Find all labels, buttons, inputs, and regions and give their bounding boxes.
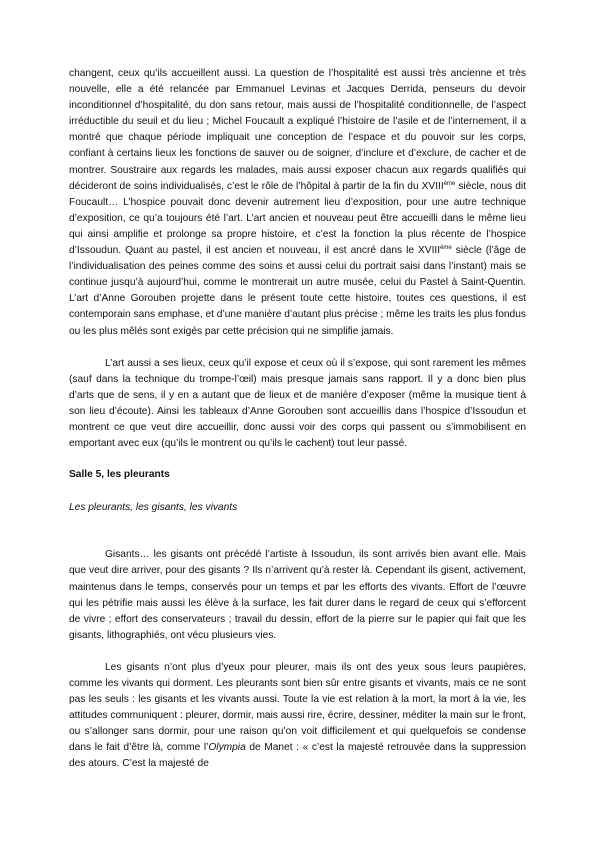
section-subheading: Les pleurants, les gisants, les vivants (69, 502, 238, 514)
paragraph-spacer (69, 340, 526, 356)
paragraph-hospitality-part-3: siècle (l’âge de l’individualisation des peines comme des soins et aussi celui du portrait saisi dans l’instant) mais se continue jusqu’à aujourd’hui, comme le montrerait un autre musée, celui du Pastel à Saint-Quentin. L’art d’Anne Gorouben projette dans le présent toute cette histoire, toutes ces questions, il est contemporain sans emphase, et d’une manière d’autant plus précise ; même les traits les plus fondus ou les plus mêlés sont exigés par cette précision qui ne simplifie jamais. (69, 245, 526, 337)
section-heading: Salle 5, les pleurants (69, 469, 170, 481)
artwork-title-olympia: Olympia (208, 742, 246, 754)
paragraph-gisants: Gisants… les gisants ont précédé l’artiste à Issoudun, ils sont arrivés bien avant elle. Mais que veut dire arriver, pour des gisants ? Ils n’arrivent qu’à rester là. Cependant ils gisent, activement, maintenus dans le temps, conservés pour un temps et par les efforts des vivants. Effort de l’œuvre qui les pétrifie mais aussi les élève à la surface, les fait durer dans le regard de ceux qui s’efforcent de vivre ; effort des conservateurs ; travail du dessin, effort de la pierre sur le papier qui fait que les gisants, lithographiés, ont vécu plusieurs vies. (69, 549, 526, 641)
paragraph-hospitality-part-1: changent, ceux qu’ils accueillent aussi. La question de l’hospitalité est aussi très ancienne et très nouvelle, elle a été relancée par Emmanuel Levinas et Jacques Derrida, penseurs du devoir inconditionnel d’hospitalité, du don sans retour, mais aussi de l’hospitalité conditionnelle, de l’aspect irréductible du seuil et du lieu ; Michel Foucault a expliqué l’histoire de l’asile et de l’internement, il a montré que chaque période impliquait une conception de l’espace et du pouvoir sur les corps, confiant à certains lieux les fonctions de sauver ou de soigner, d’inclure et d’exclure, de cacher et de montrer. Soustraire aux regards les malades, mais aussi exposer chacun aux regards qualifiés qui décideront de soins individualisés, c’est le rôle de l’hôpital à partir de la fin du XVIII (69, 68, 526, 192)
paragraph-spacer (69, 516, 526, 547)
text-column (69, 66, 526, 773)
paragraph-spacer (69, 452, 526, 467)
superscript-eme: ème (440, 245, 452, 252)
paragraph-art-places: L’art aussi a ses lieux, ceux qu’il expose et ceux où il s’expose, qui sont rarement les mêmes (sauf dans la technique du trompe-l’œil) mais presque jamais sans rapport. Il y a donc bien plus d’arts que de sens, il y en a autant que de lieux et de manière d’exposer (même la musique tient à son lieu d’écoute). Ainsi les tableaux d’Anne Gorouben sont accueillis dans l’hospice d’Issoudun et montrent ce que veut dire accueillir, donc aussi voir des corps qui passent ou s’immobilisent en emportant avec eux (qu’ils le montrent ou qu’ils le cachent) tout leur passé. (69, 357, 526, 450)
paragraph-pleurants-part-2: de Manet : « c’est la majesté retrouvée dans la suppression des atours. C’est la majesté de (69, 742, 526, 770)
paragraph-hospitality-part-2: siècle, nous dit Foucault… L’hospice pouvait donc devenir autrement lieu d’exposition, pour une autre technique d’exposition, ce qu’a toujours été l’art. L’art ancien et nouveau peut être accueilli dans le même lieu qui ainsi amplifie et prolonge sa propre histoire, et c’est la fonction la plus récente de l’hospice d’Issoudun. Quant au pastel, il est ancien et nouveau, il est ancré dans le XVIII (69, 180, 527, 257)
paragraph-spacer (69, 483, 526, 500)
superscript-eme: ème (443, 180, 456, 187)
paragraph-hospitality (69, 66, 526, 340)
paragraph-pleurants-part-1: Les gisants n’ont plus d’yeux pour pleurer, mais ils ont des yeux sous leurs paupières, comme les vivants qui dorment. Les pleurants sont bien sûr entre gisants et vivants, mais ce ne sont pas les seuls : les gisants et les vivants aussi. Toute la vie est relation à la mort, la mort à la vie, les attitudes communiquent : pleurer, dormir, mais aussi rire, écrire, dessiner, méditer la main sur le front, ou s’allonger sans dormir, pour une raison qu’on voit difficilement et qui quelquefois se condense dans le fait d’être là, comme l’ (69, 661, 526, 754)
paragraph-spacer (69, 644, 526, 660)
paragraph-pleurants (69, 660, 526, 773)
